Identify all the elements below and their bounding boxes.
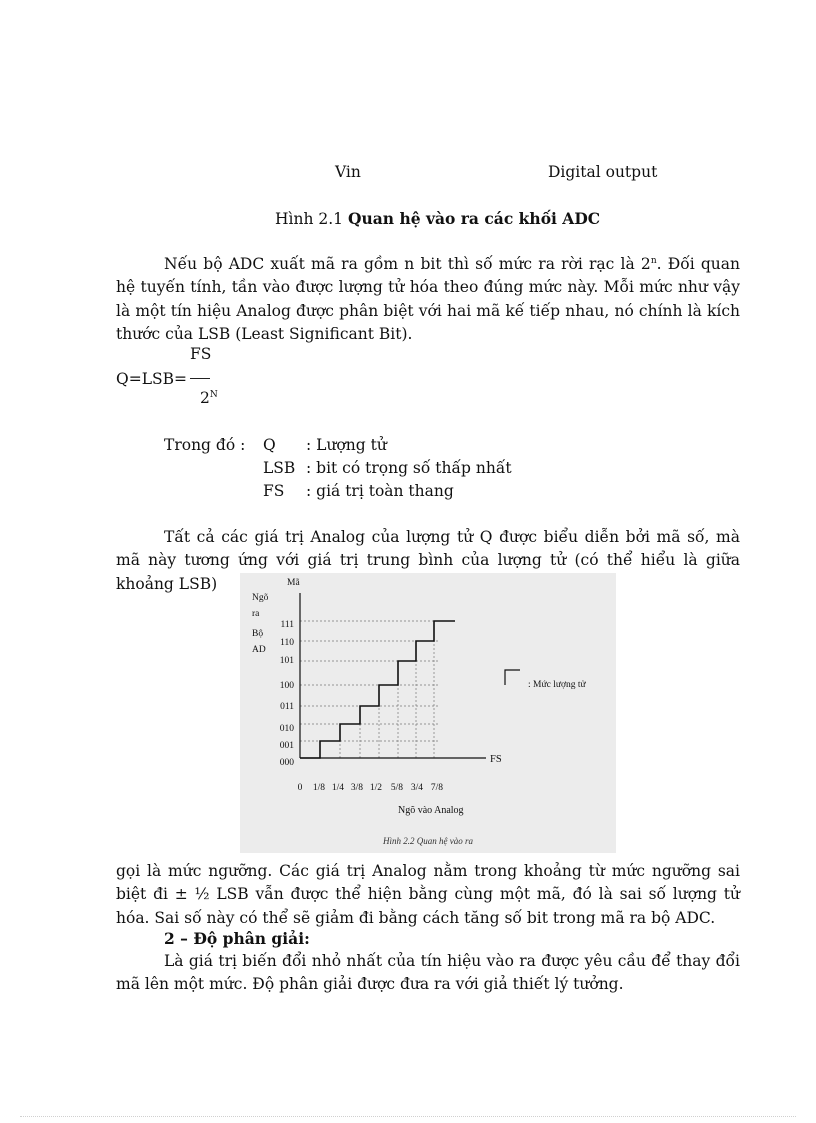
y-label-101: 101 (279, 656, 294, 666)
caption-prefix: Hình 2.1 (275, 210, 344, 228)
x-label-0: 0 (297, 783, 303, 793)
figure-2-2-caption: Hình 2.2 Quan hệ vào ra (383, 836, 473, 846)
formula-numerator: FS (190, 345, 212, 363)
x-label-5-8: 5/8 (390, 783, 404, 793)
y-label-111: 111 (280, 620, 294, 630)
x-label-1-8: 1/8 (312, 783, 326, 793)
def-symbol-lsb: LSB (263, 459, 296, 477)
quantization-staircase (300, 621, 455, 758)
y-title-line-3: ra (252, 609, 260, 619)
paragraph-1: Nếu bộ ADC xuất mã ra gồm n bit thì số mức ra rời rạc là 2$^n$. Đối quan hệ tuyến tính, tần vào được lượng tử hóa theo đúng mức này. Mỗi mức như vậy là một tín hiệu Analog được phân biệt với hai mã kế tiếp nhau, nó chính là kích thước của LSB (Least Significant Bit). (116, 255, 740, 343)
x-label-7-8: 7/8 (430, 783, 444, 793)
formula-denominator: $2^N$ (200, 389, 218, 407)
y-label-011: 011 (280, 702, 294, 712)
x-label-1-2: 1/2 (369, 783, 383, 793)
x-label-3-4: 3/4 (410, 783, 424, 793)
y-title-line-2: Ngõ (252, 593, 269, 603)
def-desc-q: : Lượng tử (306, 436, 387, 454)
page-bottom-rule (20, 1116, 796, 1117)
def-symbol-fs: FS (263, 482, 285, 500)
paragraph-2: Tất cả các giá trị Analog của lượng tử Q được biểu diễn bởi mã số, mà mã này tương ứng với giá trị trung bình của lượng tử (có thể hiểu là giữa khoảng LSB) (116, 528, 740, 593)
section-heading: 2 – Độ phân giải: (164, 929, 310, 948)
figure-2-1-caption (275, 209, 600, 228)
y-label-110: 110 (280, 638, 294, 648)
vin-label: Vin (335, 163, 361, 181)
paragraph-4: Là giá trị biến đổi nhỏ nhất của tín hiệu vào ra được yêu cầu để thay đổi mã lên một mức. Độ phân giải được đưa ra với giả thiết lý tưởng. (116, 952, 740, 994)
legend-label: : Mức lượng tử (528, 680, 586, 690)
fraction-bar (190, 378, 210, 379)
y-title-line-1: Mã (287, 578, 300, 588)
y-label-010: 010 (279, 724, 294, 734)
x-label-3-8: 3/8 (350, 783, 364, 793)
legend-step-icon (505, 670, 520, 685)
y-label-100: 100 (279, 681, 294, 691)
y-title-line-5: AD (252, 645, 266, 655)
caption-title: Quan hệ vào ra các khối ADC (347, 209, 601, 228)
x-label-1-4: 1/4 (331, 783, 345, 793)
y-label-001: 001 (279, 741, 294, 751)
digital-output-label: Digital output (548, 163, 658, 181)
figure-2-2 (240, 573, 616, 853)
def-desc-lsb: : bit có trọng số thấp nhất (306, 459, 512, 477)
y-title-line-4: Bộ (252, 629, 264, 639)
formula-lhs: Q=LSB= (116, 370, 187, 388)
superscript-n: n (650, 255, 657, 266)
y-label-000: 000 (279, 758, 294, 768)
paragraph-3: gọi là mức ngưỡng. Các giá trị Analog nằm trong khoảng từ mức ngưỡng sai biệt đi ± ½ LSB vẫn được thể hiện bằng cùng một mã, đó là sai số lượng tử hóa. Sai số này có thể sẽ giảm đi bằng cách tăng số bit trong mã ra bộ ADC. (116, 862, 740, 927)
def-symbol-q: Q (263, 436, 276, 454)
definitions-intro: Trong đó : (164, 436, 246, 454)
def-desc-fs: : giá trị toàn thang (306, 482, 454, 500)
x-axis-title: Ngõ vào Analog (398, 805, 464, 816)
x-axis-end-label: FS (490, 754, 502, 765)
